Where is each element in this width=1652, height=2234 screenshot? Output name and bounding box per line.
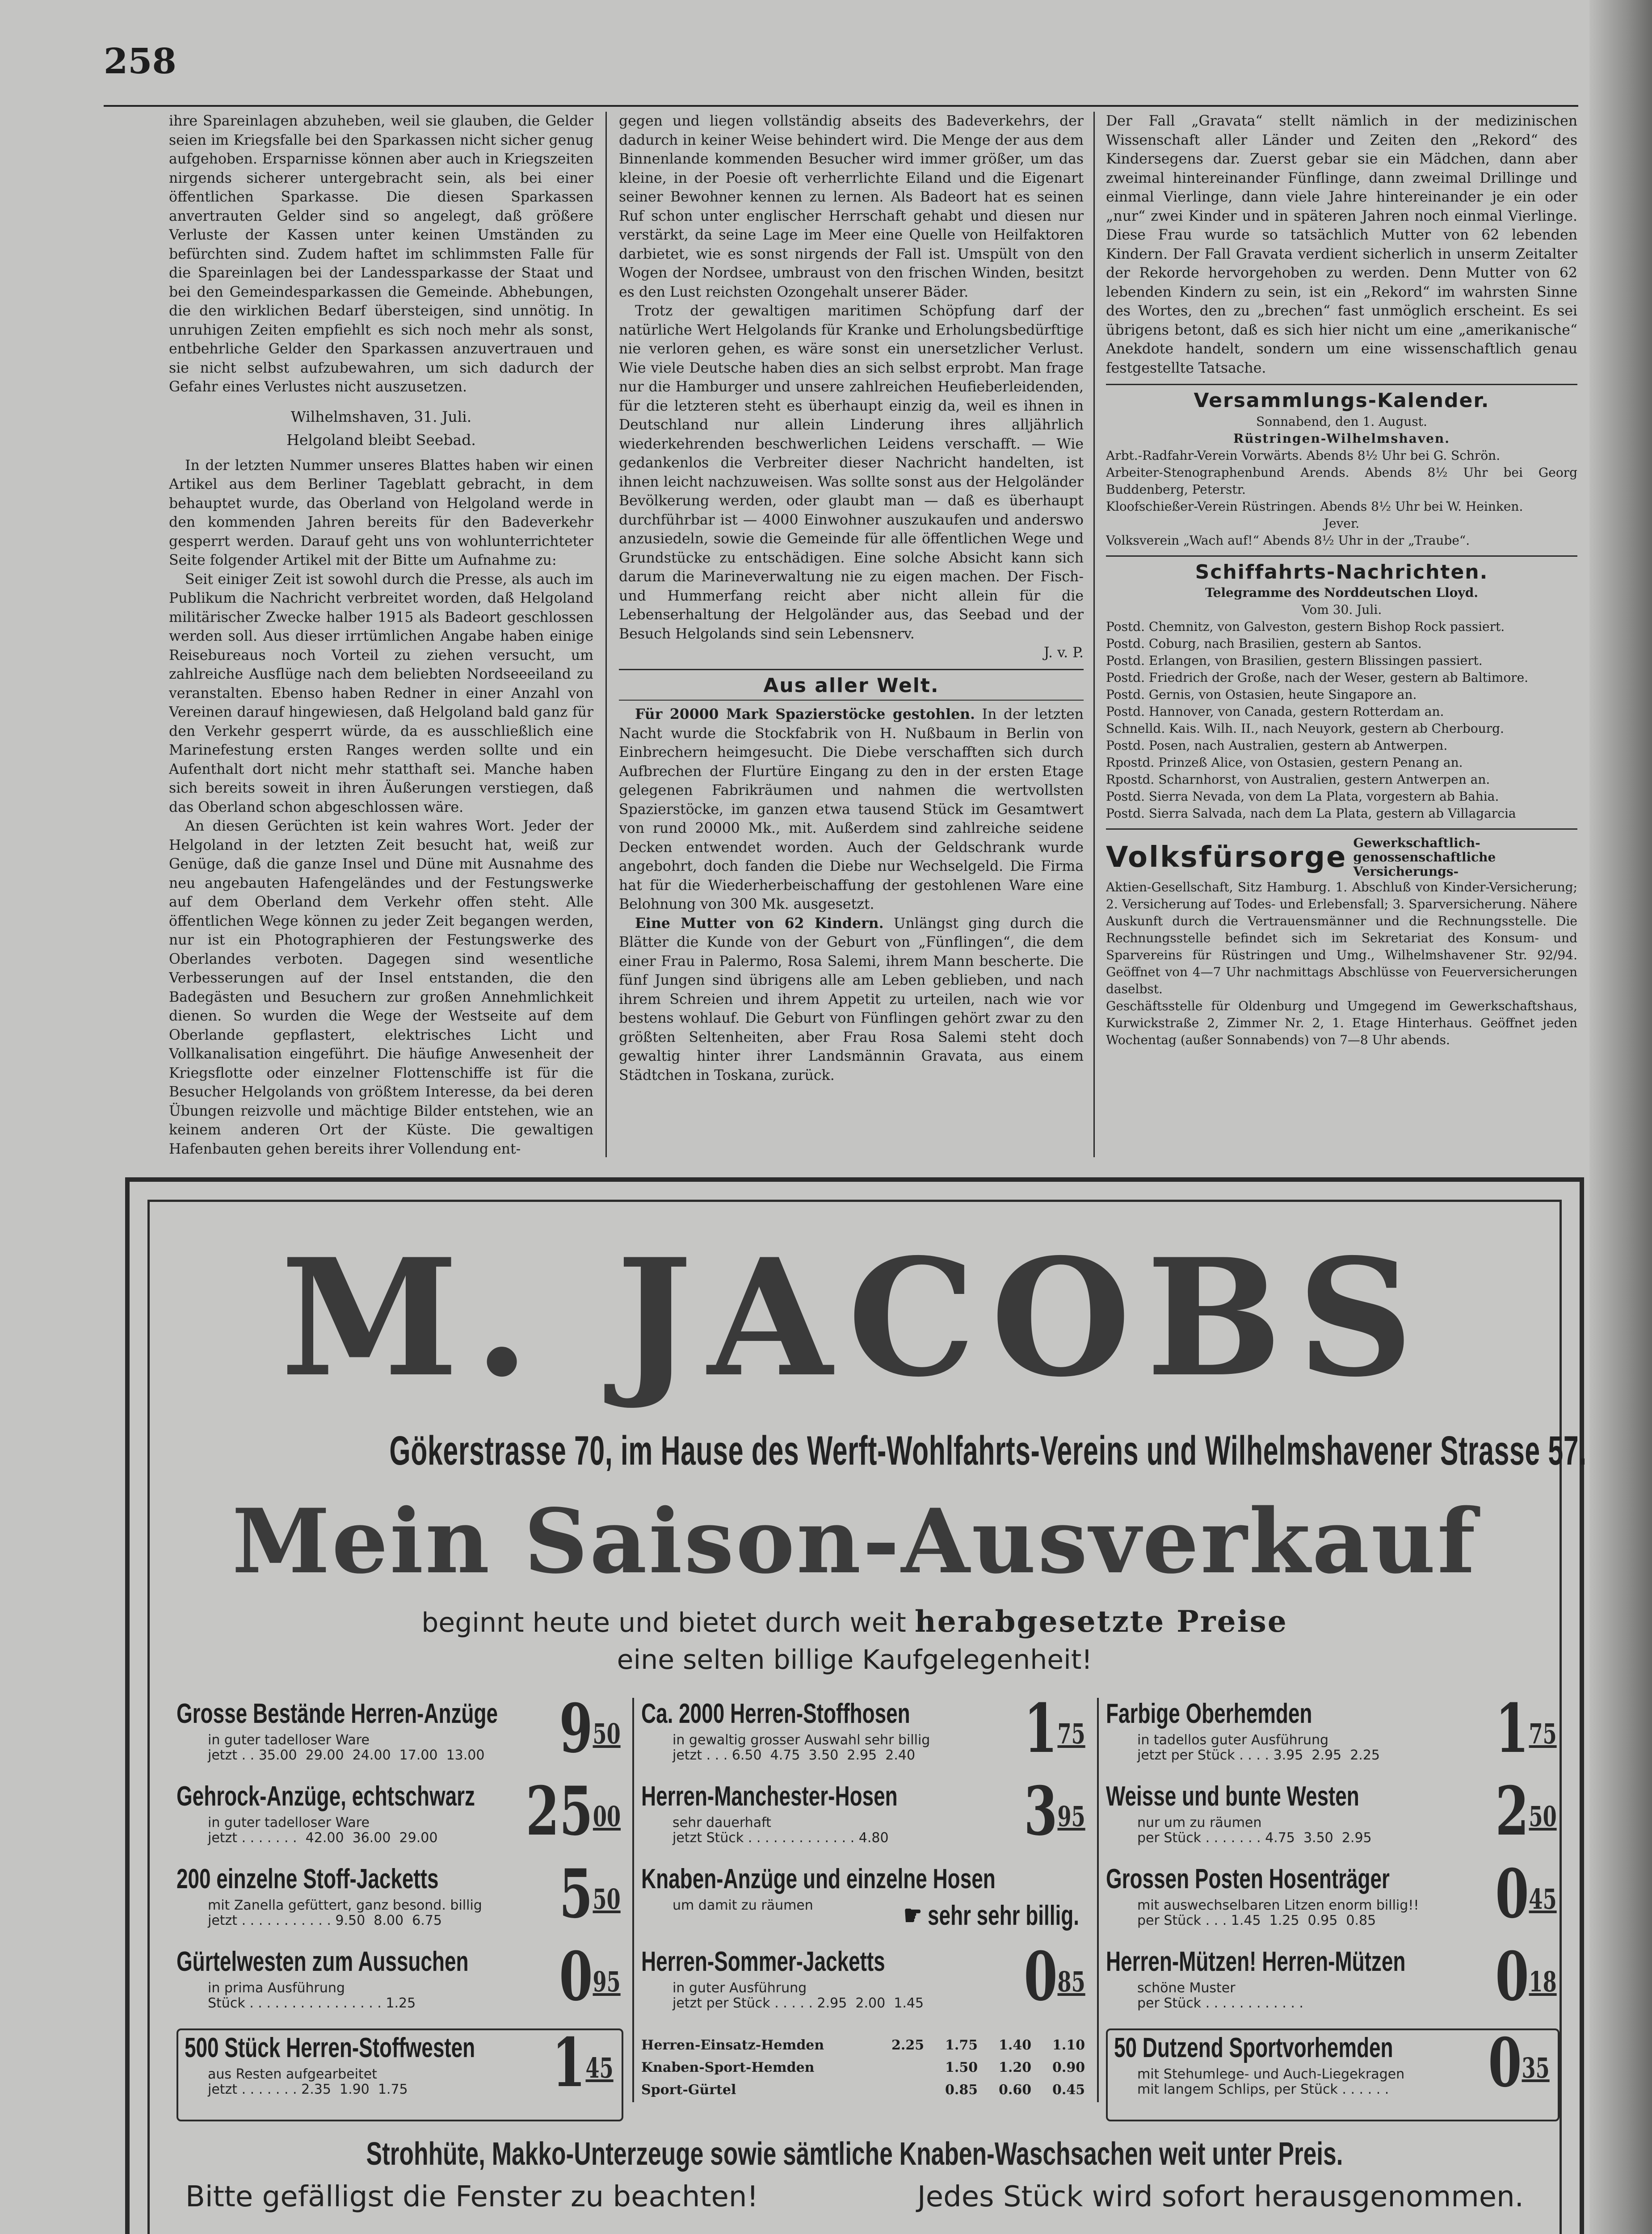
ad-item-price-cents: 45: [585, 2052, 614, 2084]
col2-signature: J. v. P.: [1043, 645, 1084, 661]
ad-mini-row-name: Knaben-Sport-Hemden: [641, 2060, 815, 2075]
calendar-entry: Arbeiter-Stenographenbund Arends. Abends 8½ Uhr bei Georg Buddenberg, Peterstr.: [1106, 465, 1577, 497]
ad-company-name: M. JACOBS: [280, 1223, 1429, 1412]
ad-column-left: [177, 1689, 623, 2107]
ad-item-name: Gürtelwesten zum Aussuchen: [177, 1946, 469, 1977]
advertisement: [125, 1177, 1587, 2234]
ad-item-price: [1024, 1772, 1085, 1851]
ad-item-description: in guter Ausführung jetzt per Stück . . . . . 2.95 2.00 1.45: [673, 1980, 924, 2011]
ad-item-name: Gehrock-Anzüge, echtschwarz: [177, 1781, 475, 1812]
ad-item-price-main: 0: [559, 1937, 593, 2016]
column-2: [619, 112, 1084, 1157]
ad-item-name: Weisse und bunte Westen: [1106, 1781, 1359, 1812]
ad-item-description: aus Resten aufgearbeitet jetzt . . . . . . . 2.35 1.90 1.75: [208, 2066, 408, 2097]
ad-item-name: Grosse Bestände Herren-Anzüge: [177, 1698, 498, 1729]
ad-item-price-main: 0: [1495, 1937, 1529, 2016]
ad-item-description: um damit zu räumen: [673, 1898, 813, 1913]
col2-paragraph-2: Trotz der gewaltigen maritimen Schöpfung darf der natürliche Wert Helgolands für Kranke und Erholungsbedürftige nie verloren gehen, es wäre sonst ein unersetzlicher Verlust. Wie viele Deutsche haben dies an sich selbst erprobt. Man frage nur die Hamburger und unsere zahlreichen Heufieberleidenden, für die letzteren steht es überhaupt einzig da, weil es ihnen in Deutschland nur allein Linderung ihres alljährlich wiederkehrenden beschwerlichen Leidens verschafft. — Wie gedankenlos die Verbreiter dieser Nachricht handelten, ist ihnen leicht nachzuweisen. Was sollte sonst aus der Helgoländer Bevölkerung werden, oder glaubt man — daß es überhaupt durchführbar ist — 4000 Einwohner auszukaufen und anderswo anzusiedeln, sowie die Gemeinde für alle öffentlichen Wege und Grundstücke zu entschädigen. Eine solche Absicht kann sich darum die Marineverwaltung nie zu eigen machen. Der Fisch- und Hummerfang reicht aber nicht allein für die Lebenserhaltung der Helgoländer aus, das Seebad und der Besuch Helgolands sind sein Lebensnerv.: [619, 303, 1084, 642]
ad-item: [177, 1689, 623, 1783]
ad-item-description: in prima Ausführung Stück . . . . . . . . . . . . . . . . 1.25: [208, 1980, 416, 2011]
ad-item: [1106, 1937, 1560, 2031]
ad-sale-title: Mein Saison-Ausverkauf: [232, 1489, 1477, 1593]
volksfuersorge-subtitle: Gewerkschaftlich-genossenschaftliche Versicherungs-: [1353, 836, 1496, 879]
ad-item-description: schöne Muster per Stück . . . . . . . . . . . .: [1137, 1980, 1303, 2011]
ad-mini-row-price: 0.85: [945, 2082, 978, 2098]
calendar-heading: Versammlungs-Kalender.: [1194, 389, 1490, 412]
ad-item: [641, 1772, 1088, 1865]
ad-item-price-cents: 95: [593, 1965, 621, 1998]
volksfuersorge-heading: Volksfürsorge: [1106, 840, 1347, 874]
ad-item-price-cents: 45: [1529, 1883, 1557, 1915]
ad-item-description: in guter tadelloser Ware jetzt . . . . . . . 42.00 36.00 29.00: [208, 1815, 438, 1846]
ad-item-name: Herren-Mützen! Herren-Mützen: [1106, 1946, 1406, 1977]
shipping-heading: Schiffahrts-Nachrichten.: [1195, 560, 1488, 584]
ad-item-description: mit Zanella gefüttert, ganz besond. billig jetzt . . . . . . . . . . . 9.50 8.00 6.75: [208, 1898, 482, 1928]
ad-item: [177, 1937, 623, 2031]
ad-item-price-cents: 35: [1522, 2052, 1550, 2084]
ad-item: [641, 1689, 1088, 1783]
ad-mini-row-price: 1.50: [945, 2060, 978, 2075]
column-3: [1106, 112, 1577, 1157]
ad-item-name: 500 Stück Herren-Stoffwesten: [185, 2032, 475, 2063]
ad-mini-row-price: 2.25: [891, 2037, 925, 2053]
ad-item-price-main: 9: [559, 1689, 593, 1768]
col2-rule: [619, 669, 1084, 670]
calendar-entry: Arbt.-Radfahr-Verein Vorwärts. Abends 8½ Uhr bei G. Schrön.: [1106, 448, 1501, 463]
ad-item-description: in tadellos guter Ausführung jetzt per Stück . . . . 3.95 2.95 2.25: [1137, 1732, 1380, 1763]
ad-item-price-cents: 18: [1529, 1965, 1557, 1998]
ad-item-price-main: 5: [559, 1855, 593, 1933]
ad-item-description: mit Stehumlege- und Auch-Liegekragen mit langem Schlips, per Stück . . . . . .: [1137, 2066, 1405, 2097]
column-divider: [605, 112, 607, 1157]
ad-item: [1106, 1689, 1560, 1783]
ad-item-price-cents: 50: [593, 1717, 621, 1750]
col2-story-1-text: In der letzten Nacht wurde die Stockfabrik von H. Nußbaum in Berlin von Einbrechern heimgesucht. Die Diebe verschafften sich durch Aufbrechen der Flurtüre Eingang zu den in der ersten Etage gelegenen Fabrikräumen und nahmen die wertvollsten Spazierstöcke, im ganzen etwa tausend Stück im Gesamtwert von rund 20000 Mk., mit. Außerdem sind zahlreiche seidene Decken entwendet worden. Auch der Geldschrank wurde angebohrt, doch fanden die Diebe nur Wechselgeld. Die Firma hat für die Wiederherbeischaffung der gestohlenen Ware eine Belohnung von 300 Mk. ausgesetzt.: [619, 706, 1084, 912]
ad-item-price: [1495, 1855, 1557, 1933]
shipping-entry: Postd. Coburg, nach Brasilien, gestern ab Santos.: [1106, 636, 1422, 651]
ad-item: [177, 1772, 623, 1865]
ad-intro-line: [150, 1604, 1560, 1639]
ad-item-price-cents: 50: [593, 1883, 621, 1915]
ad-item-name: 200 einzelne Stoff-Jacketts: [177, 1864, 439, 1894]
ad-column-right: [1106, 1689, 1560, 2107]
shipping-entry: Rpostd. Prinzeß Alice, von Ostasien, gestern Penang an.: [1106, 755, 1463, 770]
ad-footer-left: Bitte gefälligst die Fenster zu beachten!: [185, 2180, 759, 2213]
ad-item-price: [559, 1689, 621, 1768]
ad-item-description: in gewaltig grosser Auswahl sehr billig jetzt . . . 6.50 4.75 3.50 2.95 2.40: [673, 1732, 930, 1763]
ad-item: [641, 1863, 1088, 1948]
top-rule: [104, 105, 1578, 107]
col2-story-2-title: Eine Mutter von 62 Kindern.: [635, 915, 884, 932]
col2-rule-2: [619, 700, 1084, 701]
col2-story-2-text: Unlängst ging durch die Blätter die Kunde von der Geburt von „Fünflingen“, die dem einer Frau in Palermo, Rosa Salemi, ihrem Mann bescherte. Die fünf Jungen sind übrigens alle am Leben geblieben, und nach ihrem Schreien und ihrem Appetit zu urteilen, nach wie vor bestens wohlauf. Die Geburt von Fünflingen gehört zwar zu den größten Seltenheiten, aber Frau Rosa Salemi steht doch gewaltig hinter ihrer Landsmännin Gravata, aus einem Städtchen in Toskana, zurück.: [619, 915, 1084, 1083]
col2-section-heading: Aus aller Welt.: [763, 674, 939, 697]
shipping-entry: Postd. Erlangen, von Brasilien, gestern Blissingen passiert.: [1106, 653, 1483, 668]
column-1: [169, 112, 593, 1157]
ad-footer-line: Strohhüte, Makko-Unterzeuge sowie sämtliche Knaben-Waschsachen weit unter Preis.: [366, 2136, 1343, 2172]
shipping-entry: Schnelld. Kais. Wilh. II., nach Neuyork, gestern ab Cherbourg.: [1106, 721, 1504, 736]
col1-paragraph-1: ihre Spareinlagen abzuheben, weil sie glauben, die Gelder seien im Kriegsfalle bei den Sparkassen nicht sicher genug aufgehoben. Ersparnisse können aber auch in Kriegszeiten nirgends sicherer untergebracht sein, als bei einer öffentlichen Sparkasse. Die diesen Sparkassen anvertrauten Gelder sind so angelegt, daß größere Verluste der Kassen unter keinen Umständen zu befürchten sind. Zudem haftet im schlimmsten Falle für die Spareinlagen bei der Landessparkasse der Staat und bei den Gemeindesparkassen die Gemeinde. Abhebungen, die den wirklichen Bedarf übersteigen, sind unnötig. In unruhigen Zeiten empfiehlt es sich noch mehr als sonst, entbehrliche Gelder den Sparkassen anzuvertrauen und sie nicht selbst aufzubewahren, um sich dadurch der Gefahr eines Verlustes nicht auszusetzen.: [169, 113, 593, 395]
calendar-city-2: Jever.: [1324, 516, 1360, 531]
ad-mini-row-price: 1.20: [999, 2060, 1032, 2075]
ad-item-price-cents: 50: [1529, 1800, 1557, 1833]
ad-item-extra: ☛ sehr sehr billig.: [904, 1900, 1079, 1931]
ad-intro-emphasis: herabgesetzte Preise: [914, 1604, 1288, 1639]
col2-paragraph-1: gegen und liegen vollständig abseits des Badeverkehrs, der dadurch in keiner Weise behindert wird. Die Menge der aus dem Binnenlande kommenden Besucher wird immer größer, um das kleine, in der Poesie oft verherrlichte Eiland und die Eigenart seiner Bewohner kennen zu lernen. Als Badeort hat es seinen Ruf schon unter englischer Herrschaft gehabt und diesen nur verstärkt, da seine Lage im Meer eine Quelle von Heilfaktoren darbietet, wie es sonst nirgends der Fall ist. Umspült von den Wogen der Nordsee, umbraust von den frischen Winden, besitzt es den Lust reichsten Ozongehalt unserer Bäder.: [619, 113, 1084, 300]
ad-column-middle: [641, 1689, 1088, 2107]
ad-item-price-cents: 95: [1057, 1800, 1085, 1833]
ad-mini-row-price: 1.40: [999, 2037, 1032, 2053]
ad-item-name: Knaben-Anzüge und einzelne Hosen: [641, 1864, 996, 1894]
ad-mini-row-price: 0.60: [999, 2082, 1032, 2098]
col3-rule: [1106, 384, 1577, 385]
ad-item-price-main: 1: [552, 2024, 586, 2102]
shipping-subheading: Telegramme des Norddeutschen Lloyd.: [1205, 585, 1479, 600]
ad-item: [177, 1855, 623, 1948]
ad-item-price: [1495, 1937, 1557, 2016]
col3-rule-3: [1106, 828, 1577, 830]
shipping-entry: Postd. Posen, nach Australien, gestern ab Antwerpen.: [1106, 738, 1448, 753]
ad-item-name: Grossen Posten Hosenträger: [1106, 1864, 1390, 1894]
ad-item-price: [559, 1855, 621, 1933]
ad-item-name: 50 Dutzend Sportvorhemden: [1114, 2032, 1393, 2063]
ad-item: [177, 2024, 623, 2117]
ad-item: [641, 1937, 1088, 2031]
volksfuersorge-office: Geschäftsstelle für Oldenburg und Umgegend im Gewerkschaftshaus, Kurwickstraße 2, Zimmer Nr. 2, 1. Etage Hinterhaus. Geöffnet jeden Wochentag (außer Sonnabends) von 7—8 Uhr abends.: [1106, 999, 1577, 1047]
ad-item-description: in guter tadelloser Ware jetzt . . 35.00 29.00 24.00 17.00 13.00: [208, 1732, 485, 1763]
ad-item-name: Ca. 2000 Herren-Stoffhosen: [641, 1698, 910, 1729]
ad-item-price-cents: 75: [1529, 1717, 1557, 1750]
col1-paragraph-2: In der letzten Nummer unseres Blattes haben wir einen Artikel aus dem Berliner Tageblatt gebracht, in dem behauptet wurde, das Oberland von Helgoland werde in den kommenden Jahren bereits für den Badeverkehr gesperrt werden. Darauf geht uns von wohlunterrichteter Seite folgender Artikel mit der Bitte um Aufnahme zu:: [169, 457, 593, 568]
ad-item-price-main: 2: [1495, 1772, 1529, 1851]
column-divider: [1093, 112, 1095, 1157]
ad-column-divider: [1097, 1698, 1099, 2102]
ad-intro-line-2: eine selten billige Kaufgelegenheit!: [617, 1644, 1093, 1676]
ad-item-price-main: 3: [1024, 1772, 1058, 1851]
ad-item-price: [1024, 1689, 1085, 1768]
shipping-entry: Postd. Sierra Nevada, von dem La Plata, vorgestern ab Bahia.: [1106, 789, 1499, 804]
col2-story-1-title: Für 20000 Mark Spazierstöcke gestohlen.: [635, 706, 975, 722]
ad-address: Gökerstrasse 70, im Hause des Werft-Wohlfahrts-Vereins und Wilhelmshavener Strasse 57.: [389, 1428, 1587, 1474]
shipping-entries: [1106, 618, 1577, 822]
ad-item-description: mit auswechselbaren Litzen enorm billig!! per Stück . . . 1.45 1.25 0.95 0.85: [1137, 1898, 1419, 1928]
ad-item-name: Farbige Oberhemden: [1106, 1698, 1312, 1729]
ad-item-grid: [168, 1689, 1557, 2107]
calendar-date: Sonnabend, den 1. August.: [1256, 414, 1427, 429]
shipping-entry: Postd. Gernis, von Ostasien, heute Singapore an.: [1106, 687, 1417, 702]
col3-rule-2: [1106, 555, 1577, 557]
ad-item-price-cents: 00: [593, 1800, 621, 1833]
ad-item-price: [552, 2024, 614, 2102]
ad-item-price: [1024, 1937, 1085, 2016]
col3-paragraph-1: Der Fall „Gravata“ stellt nämlich in der medizinischen Wissenschaft aller Länder und Zeiten den „Rekord“ des Kindersegens dar. Zuerst gebar sie ein Mädchen, dann aber zweimal hintereinander Fünflinge, dann zweimal Drillinge und einmal Vierlinge, dann viele Jahre hintereinander je ein oder „nur“ zwei Kinder und in späteren Jahren noch einmal Vierlinge. Diese Frau wurde so tatsächlich Mutter von 62 lebenden Kindern. Der Fall Gravata verdient sicherlich in unserm Zeitalter der Rekorde hervorgehoben zu werden. Denn Mutter von 62 lebenden Kindern zu sein, ist ein „Rekord“ im wahrsten Sinne des Wortes, den zu „brechen“ fast unmöglich erscheint. Es sei übrigens betont, daß es sich hier nicht um eine „amerikanische“ Anekdote handelt, sondern um eine wissenschaftlich genau festgestellte Tatsache.: [1106, 113, 1577, 376]
col1-dateline: Wilhelmshaven, 31. Juli.: [290, 407, 472, 425]
ad-intro-text: beginnt heute und bietet durch weit: [421, 1607, 906, 1638]
ad-item-price-main: 1: [1495, 1689, 1529, 1768]
shipping-entry: Postd. Chemnitz, von Galveston, gestern Bishop Rock passiert.: [1106, 619, 1505, 634]
ad-mini-row-price: 0.45: [1052, 2082, 1085, 2098]
ad-column-divider: [632, 1698, 634, 2102]
ad-mini-row-price: 1.75: [945, 2037, 978, 2053]
shipping-entry: Postd. Hannover, von Canada, gestern Rotterdam an.: [1106, 704, 1444, 719]
col1-article-title: Helgoland bleibt Seebad.: [286, 431, 476, 449]
calendar-entry: Kloofschießer-Verein Rüstringen. Abends 8½ Uhr bei W. Heinken.: [1106, 499, 1523, 514]
shipping-date: Vom 30. Juli.: [1301, 602, 1382, 617]
ad-item-price-cents: 75: [1057, 1717, 1085, 1750]
ad-item-price: [559, 1937, 621, 2016]
ad-inner-frame: [147, 1200, 1587, 2234]
ad-mini-row-price: 0.90: [1052, 2060, 1085, 2075]
ad-item-name: Herren-Sommer-Jacketts: [641, 1946, 885, 1977]
calendar-entries: [1106, 447, 1577, 515]
ad-item-price: [525, 1772, 621, 1851]
volksfuersorge-text: Aktien-Gesellschaft, Sitz Hamburg. 1. Abschluß von Kinder-Versicherung; 2. Versicherung auf Todes- und Erlebensfall; 3. Sparversicherung. Nähere Auskunft durch die Vertrauensmänner und die Rechnungsstelle. Die Rechnungsstelle befindet sich im Sekretariat des Konsum- und Sparvereins für Rüstringen und Umg., Wilhelmshavener Str. 92/94. Geöffnet von 4—7 Uhr nachmittags Abschlüsse von Feuerversicherungen daselbst.: [1106, 880, 1577, 996]
ad-mini-row-name: Herren-Einsatz-Hemden: [641, 2037, 824, 2053]
page-number: 258: [104, 41, 177, 82]
ad-item-description: sehr dauerhaft jetzt Stück . . . . . . . . . . . . . 4.80: [673, 1815, 889, 1846]
ad-item: [1106, 1772, 1560, 1865]
ad-item-price: [1495, 1772, 1557, 1851]
ad-item-price-main: 0: [1495, 1855, 1529, 1933]
ad-mini-row-price: 1.10: [1052, 2037, 1085, 2053]
ad-item: [1106, 2024, 1560, 2117]
ad-item: [1106, 1855, 1560, 1948]
col1-paragraph-4: An diesen Gerüchten ist kein wahres Wort. Jeder der Helgoland in der letzten Zeit besucht hat, weiß zur Genüge, daß die ganze Insel und Düne mit Ausnahme des neu angebauten Hafengeländes und der Festungswerke auf dem Oberland dem Verkehr offen steht. Alle öffentlichen Wege können zu jeder Zeit begangen werden, nur ist ein Photographieren der Festungswerke des Oberlandes verboten. Dagegen sind wesentliche Verbesserungen auf der Insel entstanden, die den Badegästen und Besuchern zur großen Annehmlichkeit dienen. So wurden die Wege der Westseite auf dem Oberlande gepflastert, elektrisches Licht und Vollkanalisation eingeführt. Die häufige Anwesenheit der Kriegsflotte oder einzelner Flottenschiffe ist für die Besucher Helgolands von größtem Interesse, da bei deren Übungen reizvolle und mächtige Bilder entstehen, wie an keinem anderen Ort der Küste. Die gewaltigen Hafenbauten gehen bereits ihrer Vollendung ent-: [169, 818, 593, 1157]
ad-footer-right: Jedes Stück wird sofort herausgenommen.: [917, 2180, 1524, 2213]
ad-item-price-cents: 85: [1057, 1965, 1085, 1998]
shipping-entry: Postd. Friedrich der Große, nach der Weser, gestern ab Baltimore.: [1106, 670, 1529, 685]
calendar-entry-jever: Volksverein „Wach auf!“ Abends 8½ Uhr in der „Traube“.: [1106, 533, 1470, 548]
book-spine: [1589, 0, 1652, 2234]
ad-item-name: Herren-Manchester-Hosen: [641, 1781, 898, 1812]
ad-item-description: nur um zu räumen per Stück . . . . . . . 4.75 3.50 2.95: [1137, 1815, 1372, 1846]
ad-item-price-main: 0: [1024, 1937, 1058, 2016]
ad-item-price: [1488, 2024, 1550, 2102]
shipping-entry: Rpostd. Scharnhorst, von Australien, gestern Antwerpen an.: [1106, 772, 1490, 787]
ad-item-price-main: 0: [1488, 2024, 1522, 2102]
ad-item-price-main: 25: [525, 1772, 593, 1851]
ad-item-price-main: 1: [1024, 1689, 1058, 1768]
ad-item-price: [1495, 1689, 1557, 1768]
ad-mini-row-name: Sport-Gürtel: [641, 2082, 736, 2098]
calendar-city: Rüstringen-Wilhelmshaven.: [1233, 431, 1450, 446]
col1-paragraph-3: Seit einiger Zeit ist sowohl durch die Presse, als auch im Publikum die Nachricht verbreitet worden, daß Helgoland militärischer Zwecke halber 1915 als Badeort geschlossen werden soll. Aus dieser irrtümlichen Angabe haben einige Reisebureaus noch Vorteil zu ziehen versucht, um zahlreiche Ausflüge nach dem beliebten Nordseeeiland zu veranstalten. Ebenso haben Redner in einer Anzahl von Vereinen darauf hingewiesen, daß Helgoland bald ganz für den Verkehr gesperrt würde, da es ausschließlich eine Marinefestung ersten Ranges werden sollte und ein Aufenthalt dort nicht mehr statthaft sei. Manche haben sich bereits soweit in ihren Äußerungen verstiegen, daß das Oberland schon abgeschlossen wäre.: [169, 571, 593, 815]
shipping-entry: Postd. Sierra Salvada, nach dem La Plata, gestern ab Villagarcia: [1106, 806, 1516, 821]
